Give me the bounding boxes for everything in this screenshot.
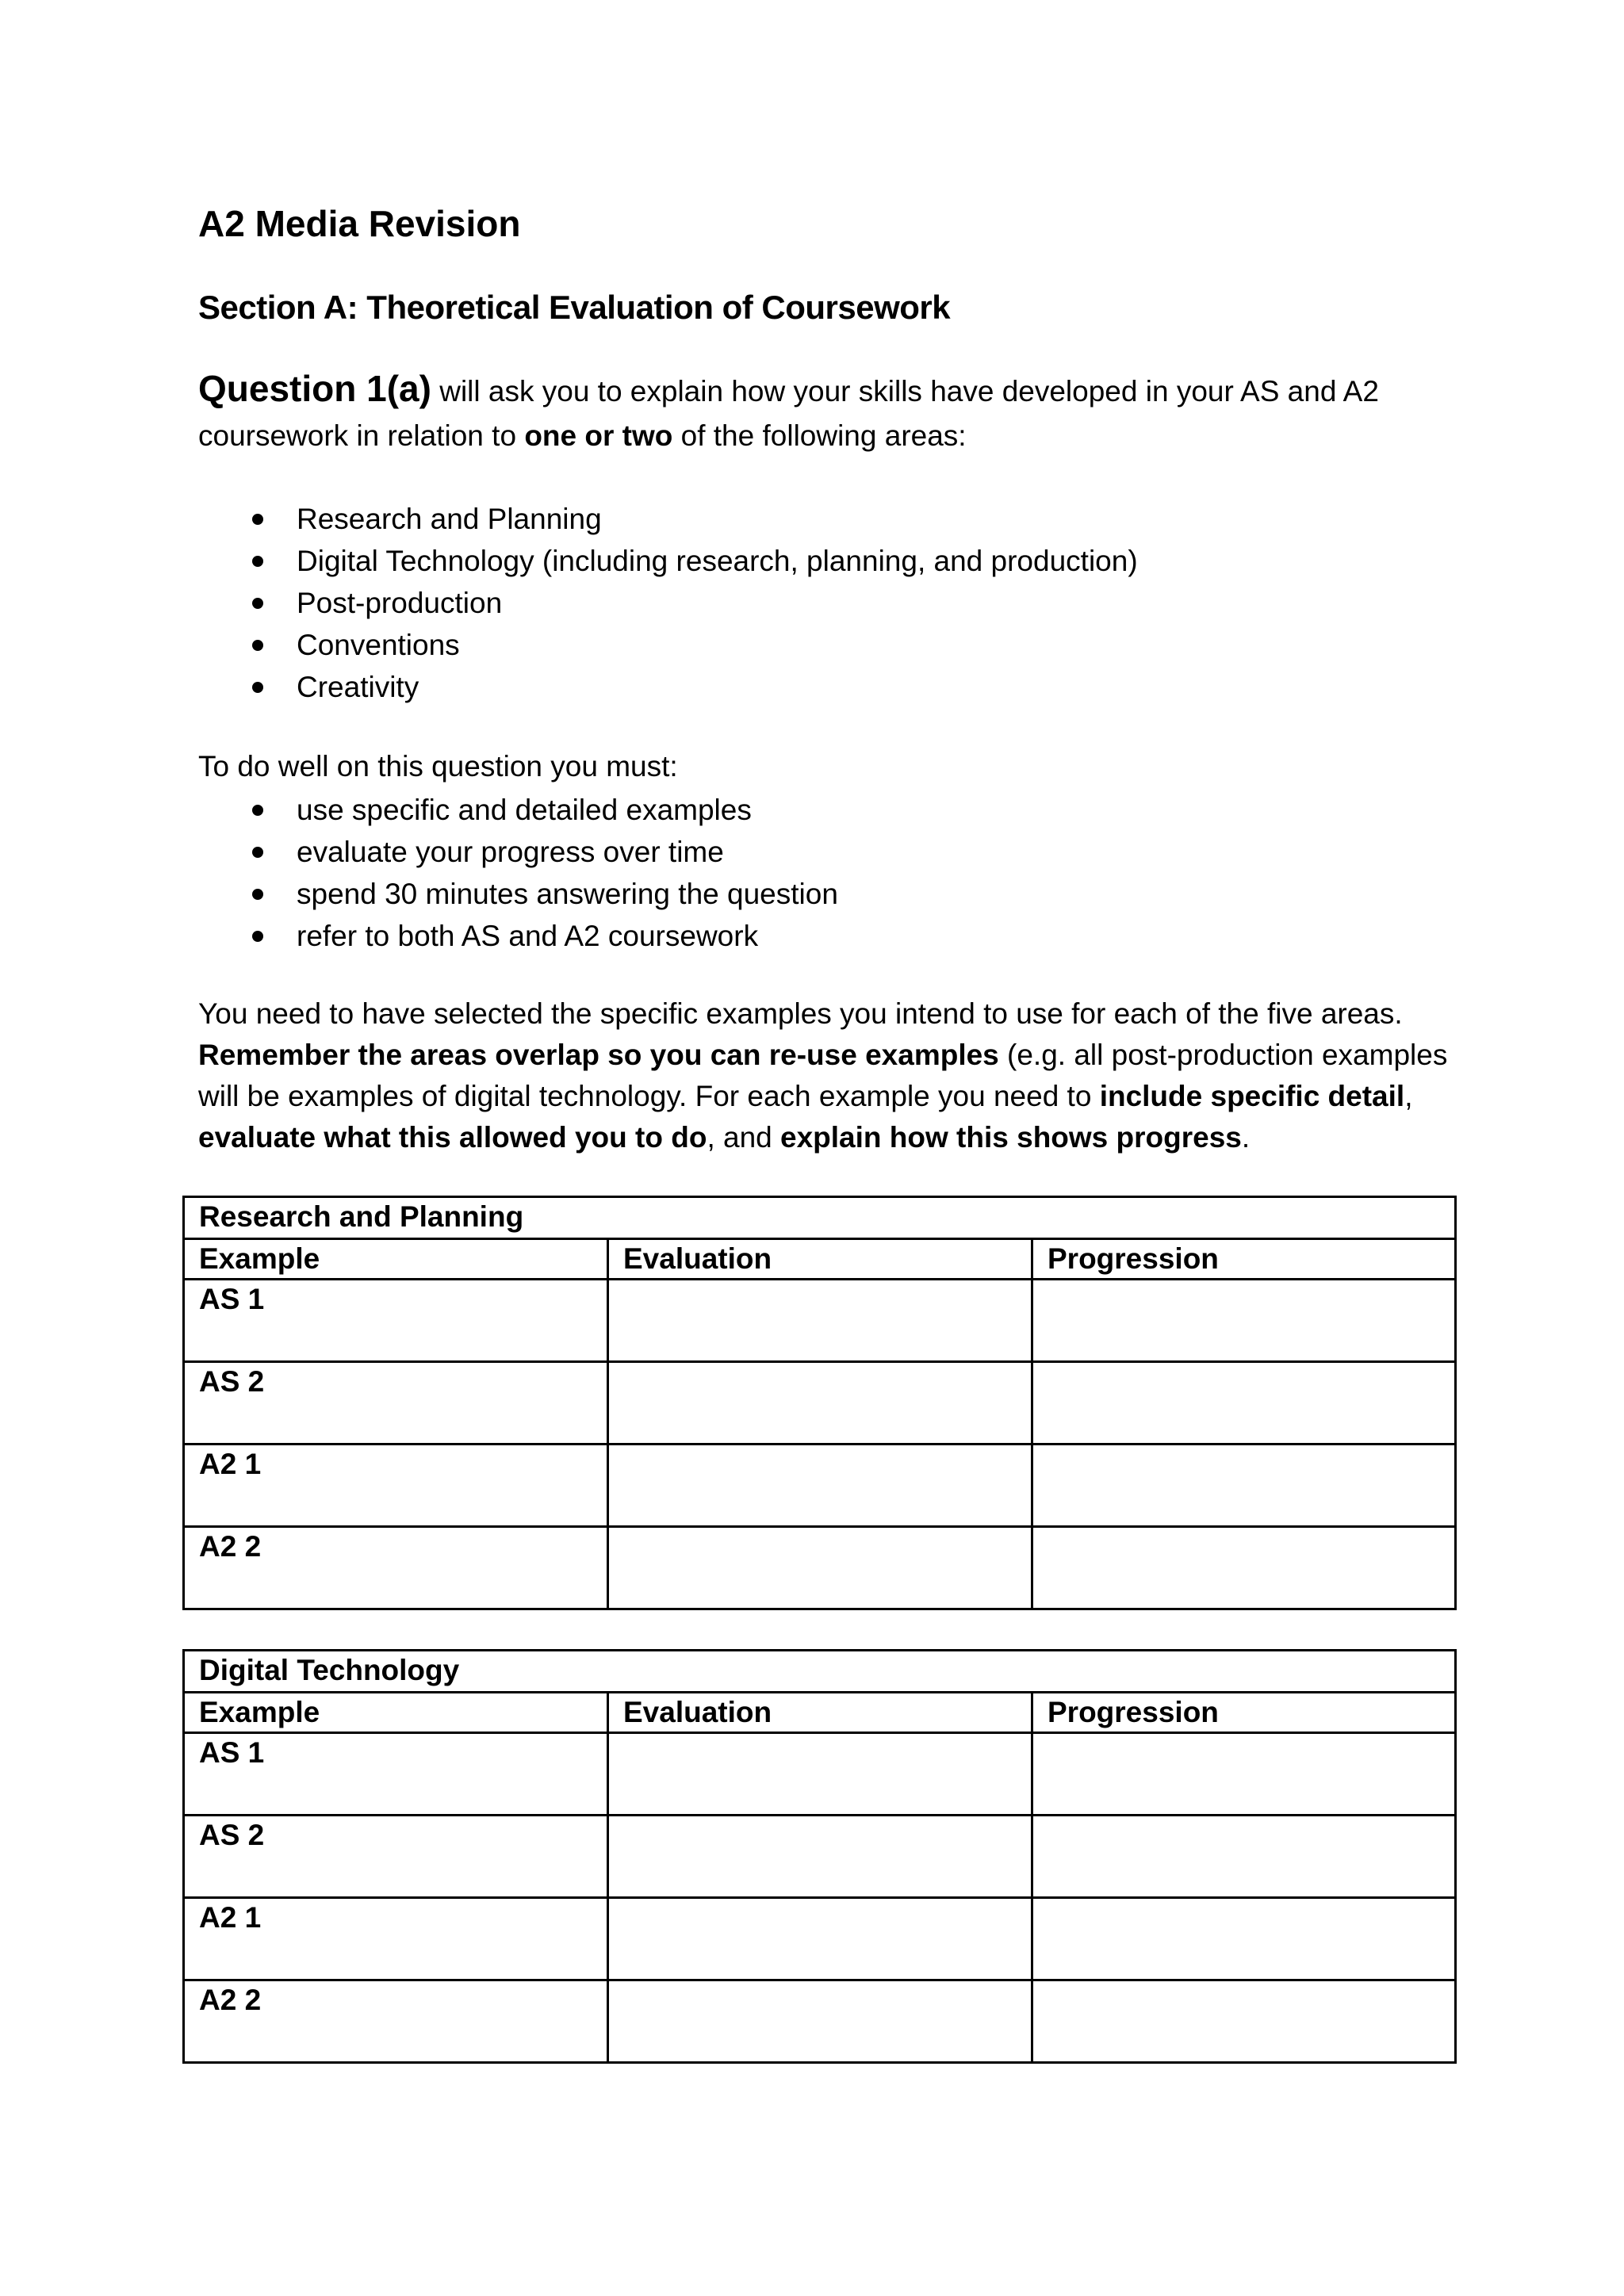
bullet-icon [252,889,263,900]
question-text-after: of the following areas: [672,419,967,452]
table-row [184,1527,1456,1609]
column-header-progression: Progression [1032,1693,1456,1733]
row-label: AS 2 [184,1816,608,1898]
list-item [198,831,838,873]
row-label: AS 1 [184,1733,608,1816]
list-item [198,873,838,915]
progression-cell[interactable] [1032,1733,1456,1816]
bold-run: evaluate what this allowed you to do [198,1121,707,1154]
table-row [184,1280,1456,1362]
progression-cell[interactable] [1032,1527,1456,1609]
list-item [198,789,838,831]
bullet-icon [252,514,263,525]
progression-cell[interactable] [1032,1362,1456,1445]
list-item [198,582,1138,624]
digital-technology-table [182,1649,1457,2064]
areas-list [198,498,1138,708]
bullet-icon [252,931,263,942]
list-item-text: evaluate your progress over time [297,836,724,868]
evaluation-cell[interactable] [608,1980,1032,2063]
progression-cell[interactable] [1032,1816,1456,1898]
list-item-text: refer to both AS and A2 coursework [297,920,759,952]
progression-cell[interactable] [1032,1445,1456,1527]
question-label: Question 1(a) [198,368,431,409]
table-header-row [184,1693,1456,1733]
bullet-icon [252,682,263,693]
list-item-text: Digital Technology (including research, planning, and production) [297,545,1138,577]
bullet-icon [252,847,263,858]
table-row [184,1898,1456,1980]
row-label: A2 1 [184,1898,608,1980]
bullet-icon [252,556,263,567]
must-intro: To do well on this question you must: [198,750,678,783]
must-list [198,789,838,957]
column-header-example: Example [184,1239,608,1280]
table-row [184,1733,1456,1816]
progression-cell[interactable] [1032,1898,1456,1980]
evaluation-cell[interactable] [608,1527,1032,1609]
table-caption-row [184,1651,1456,1693]
question-paragraph [198,366,1435,458]
row-label: AS 1 [184,1280,608,1362]
list-item [198,540,1138,582]
text-run: , and [707,1121,781,1154]
progression-cell[interactable] [1032,1980,1456,2063]
text-run: . [1241,1121,1251,1154]
column-header-evaluation: Evaluation [608,1693,1032,1733]
table-caption-row [184,1197,1456,1239]
evaluation-cell[interactable] [608,1733,1032,1816]
list-item-text: Research and Planning [297,503,602,535]
list-item [198,624,1138,666]
table-header-row [184,1239,1456,1280]
progression-cell[interactable] [1032,1280,1456,1362]
evaluation-cell[interactable] [608,1816,1032,1898]
bold-run: include specific detail [1099,1080,1405,1112]
table-caption: Digital Technology [184,1651,1456,1693]
bullet-icon [252,640,263,651]
bold-run: Remember the areas overlap so you can re-use examples [198,1039,999,1071]
list-item [198,498,1138,540]
row-label: AS 2 [184,1362,608,1445]
bold-run: explain how this shows progress [780,1121,1242,1154]
column-header-evaluation: Evaluation [608,1239,1032,1280]
row-label: A2 1 [184,1445,608,1527]
instructions-paragraph [198,993,1467,1158]
evaluation-cell[interactable] [608,1445,1032,1527]
table-row [184,1445,1456,1527]
row-label: A2 2 [184,1527,608,1609]
list-item-text: Post-production [297,587,503,619]
table-caption: Research and Planning [184,1197,1456,1239]
bullet-icon [252,598,263,609]
evaluation-cell[interactable] [608,1280,1032,1362]
list-item-text: Creativity [297,671,419,703]
bullet-icon [252,805,263,816]
row-label: A2 2 [184,1980,608,2063]
evaluation-cell[interactable] [608,1362,1032,1445]
page-title: A2 Media Revision [198,203,521,244]
list-item [198,915,838,957]
evaluation-cell[interactable] [608,1898,1032,1980]
list-item-text: use specific and detailed examples [297,794,752,826]
text-run: (e.g. all post-production examples will be examples of digital technology. For each example you need to [198,1039,1448,1112]
question-bold-text: one or two [524,419,673,452]
list-item-text: spend 30 minutes answering the question [297,878,838,910]
text-run: You need to have selected the specific examples you intend to use for each of the five areas. [198,997,1403,1030]
research-planning-table [182,1196,1457,1610]
table-row [184,1816,1456,1898]
table-row [184,1362,1456,1445]
text-run: , [1404,1080,1413,1112]
column-header-example: Example [184,1693,608,1733]
column-header-progression: Progression [1032,1239,1456,1280]
list-item [198,666,1138,708]
table-row [184,1980,1456,2063]
list-item-text: Conventions [297,629,460,661]
question-text-before: will ask you to explain how your skills have developed in your AS and A2 coursework in relation to [198,375,1379,452]
section-title: Section A: Theoretical Evaluation of Coursework [198,289,951,326]
